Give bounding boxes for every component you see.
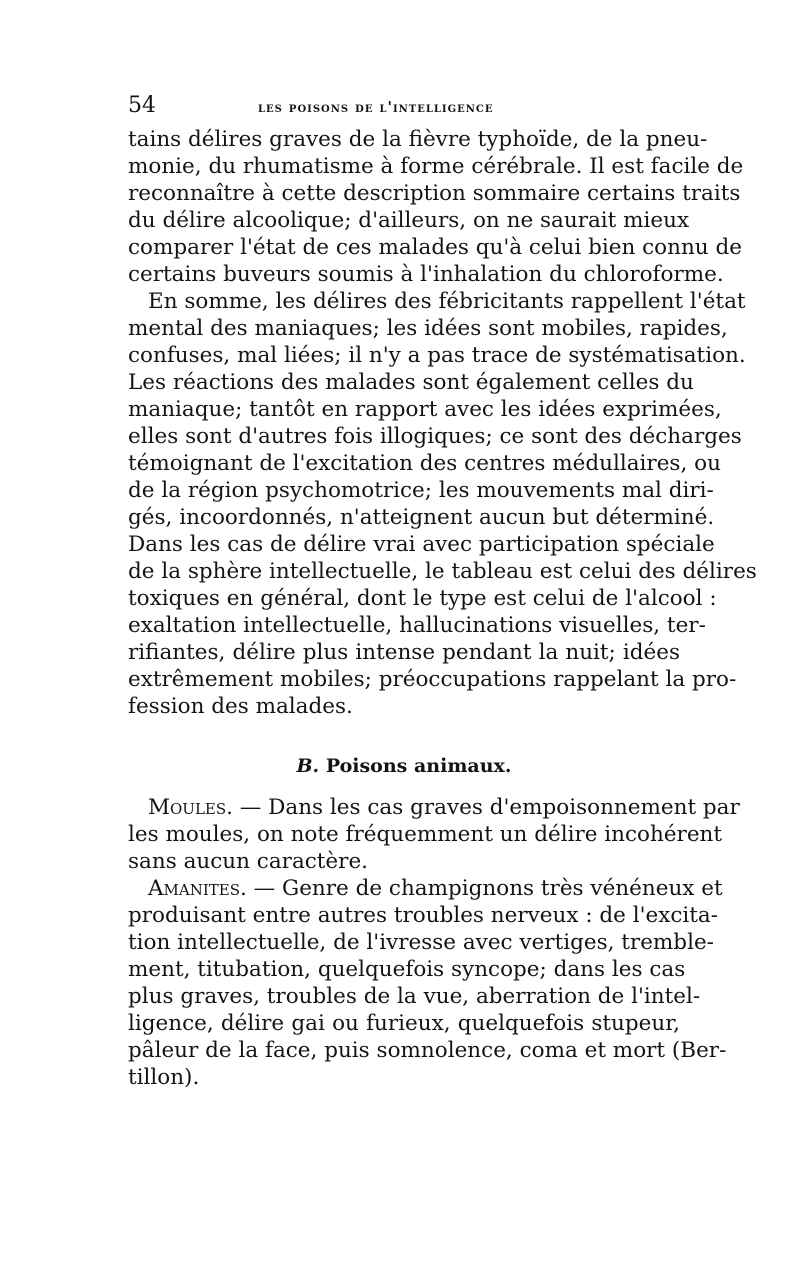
text-line: maniaque; tantôt en rapport avec les idées exprimées, — [128, 397, 722, 422]
text-line: ment, titubation, quelquefois syncope; dans les cas — [128, 957, 686, 982]
page-header — [128, 93, 680, 120]
text-line: rifiantes, délire plus intense pendant la nuit; idées — [128, 640, 680, 665]
entry-term: Amanites. — [148, 876, 247, 901]
text-line: extrêmement mobiles; préoccupations rappelant la pro- — [128, 667, 737, 692]
text-line: comparer l'état de ces malades qu'à celui bien connu de — [128, 235, 742, 260]
text-line: fession des malades. — [128, 694, 353, 719]
text-line: tains délires graves de la fièvre typhoïde, de la pneu- — [128, 127, 708, 152]
text-line: mental des maniaques; les idées sont mobiles, rapides, — [128, 316, 728, 341]
text-line: toxiques en général, dont le type est celui de l'alcool : — [128, 586, 717, 611]
paragraph-moules — [128, 794, 740, 875]
paragraph-amanites — [128, 875, 727, 1091]
entry-term: Moules. — [148, 795, 233, 820]
entry-dash: — — [232, 795, 269, 820]
text-line: certains buveurs soumis à l'inhalation du chloroforme. — [128, 262, 724, 287]
text-line: Dans les cas de délire vrai avec participation spéciale — [128, 532, 715, 557]
entry-dash: — — [246, 876, 283, 901]
text-line: exaltation intellectuelle, hallucinations visuelles, ter- — [128, 613, 706, 638]
section-letter: B. — [296, 755, 320, 777]
text-line: plus graves, troubles de la vue, aberration de l'intel- — [128, 984, 701, 1009]
text-line: les moules, on note fréquemment un délire incohérent — [128, 822, 723, 847]
entry-text: Genre de champignons très vénéneux et — [282, 876, 723, 901]
text-line: pâleur de la face, puis somnolence, coma et mort (Ber- — [128, 1038, 727, 1063]
text-line: Les réactions des malades sont également celles du — [128, 370, 694, 395]
text-line — [128, 794, 740, 821]
text-line: gés, incoordonnés, n'atteignent aucun but déterminé. — [128, 505, 715, 530]
text-line — [128, 875, 723, 902]
section-heading — [128, 753, 680, 780]
text-line: confuses, mal liées; il n'y a pas trace de systématisation. — [128, 343, 746, 368]
running-title: les poisons de l'intelligence — [258, 99, 494, 116]
text-line: elles sont d'autres fois illogiques; ce sont des décharges — [128, 424, 742, 449]
text-line: sans aucun caractère. — [128, 849, 368, 874]
section-title: Poisons animaux. — [325, 755, 512, 777]
text-line: monie, du rhumatisme à forme cérébrale. Il est facile de — [128, 154, 744, 179]
body-text — [128, 126, 757, 1091]
text-line: En somme, les délires des fébricitants rappellent l'état — [148, 289, 746, 314]
text-line: de la région psychomotrice; les mouvements mal diri- — [128, 478, 714, 503]
text-line: du délire alcoolique; d'ailleurs, on ne saurait mieux — [128, 208, 690, 233]
text-line: ligence, délire gai ou furieux, quelquefois stupeur, — [128, 1011, 680, 1036]
text-line: tion intellectuelle, de l'ivresse avec vertiges, tremble- — [128, 930, 714, 955]
text-line: témoignant de l'excitation des centres médullaires, ou — [128, 451, 721, 476]
text-line: tillon). — [128, 1065, 200, 1090]
paragraph-fever-delirium — [128, 126, 744, 288]
text-line: de la sphère intellectuelle, le tableau est celui des délires — [128, 559, 757, 584]
text-line: reconnaître à cette description sommaire certains traits — [128, 181, 741, 206]
entry-text: Dans les cas graves d'empoisonnement par — [268, 795, 740, 820]
paragraph-summary — [128, 288, 757, 720]
text-line: produisant entre autres troubles nerveux : de l'excita- — [128, 903, 719, 928]
page-number: 54 — [128, 93, 156, 118]
